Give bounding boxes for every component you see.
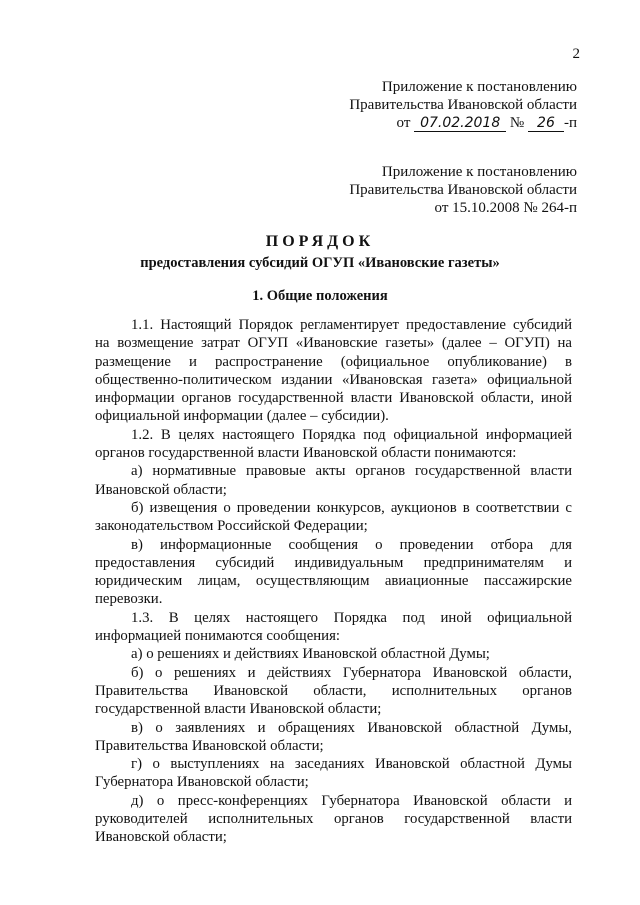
paragraph-1-3: 1.3. В целях настоящего Порядка под иной официальной информацией понимаются сообщения: [95, 609, 572, 645]
paragraph-1-1: 1.1. Настоящий Порядок регламентирует предоставление субсидий на возмещение затрат ОГУП «Ивановские газеты» (далее – ОГУП) на размещение и распространение (официальное опубликование) в общественно-политическом издании «Ивановская газета» официальной информации органов государственной власти Ивановской области, иной официальной информации (далее – субсидии). [95, 317, 572, 425]
paragraph-1-2-a: а) нормативные правовые акты органов государственной власти Ивановской области; [95, 463, 572, 498]
handwritten-number: 26 [528, 115, 564, 132]
paragraph-1-3-a: а) о решениях и действиях Ивановской областной Думы; [131, 646, 490, 663]
appendix-new-number-sign: № [509, 115, 525, 131]
section-heading: 1. Общие положения [252, 288, 388, 304]
appendix-old-line1: Приложение к постановлению [381, 164, 577, 180]
paragraph-1-2-b: б) извещения о проведении конкурсов, аукционов в соответствии с законодательством Российской Федерации; [95, 499, 572, 535]
paragraph-1-3-g: г) о выступлениях на заседаниях Ивановской областной Думы Губернатора Ивановской области; [95, 756, 572, 791]
paragraph-1-2: 1.2. В целях настоящего Порядка под официальной информацией органов государственной власти Ивановской области понимаются: [95, 426, 572, 462]
appendix-header-old [349, 163, 577, 217]
document-title: ПОРЯДОК [265, 233, 375, 250]
appendix-header-new [349, 78, 577, 132]
document-subtitle: предоставления субсидий ОГУП «Ивановские газеты» [140, 255, 500, 271]
document-body [95, 316, 572, 847]
page-number: 2 [572, 46, 580, 62]
appendix-old-line2: Правительства Ивановской области [349, 182, 577, 198]
paragraph-1-3-b: б) о решениях и действиях Губернатора Ивановской области, Правительства Ивановской области, исполнительных органов государственной власти Ивановской области; [95, 664, 572, 718]
appendix-new-line2: Правительства Ивановской области [349, 97, 577, 113]
paragraph-1-3-d: д) о пресс-конференциях Губернатора Ивановской области и руководителей исполнительных органов государственной власти Ивановской области; [95, 792, 572, 846]
appendix-new-line3 [349, 114, 577, 132]
handwritten-date: 07.02.2018 [414, 115, 506, 132]
paragraph-1-2-v: в) информационные сообщения о проведении отбора для предоставления субсидий индивидуальным предпринимателям и юридическим лицам, осуществляющим авиационные пассажирские перевозки. [95, 536, 572, 608]
appendix-new-suffix: -п [563, 115, 577, 131]
appendix-old-line3: от 15.10.2008 № 264-п [434, 200, 577, 216]
appendix-new-from: от [396, 115, 411, 131]
paragraph-1-3-v: в) о заявлениях и обращениях Ивановской областной Думы, Правительства Ивановской области; [95, 719, 572, 754]
appendix-new-line1: Приложение к постановлению [381, 79, 577, 95]
